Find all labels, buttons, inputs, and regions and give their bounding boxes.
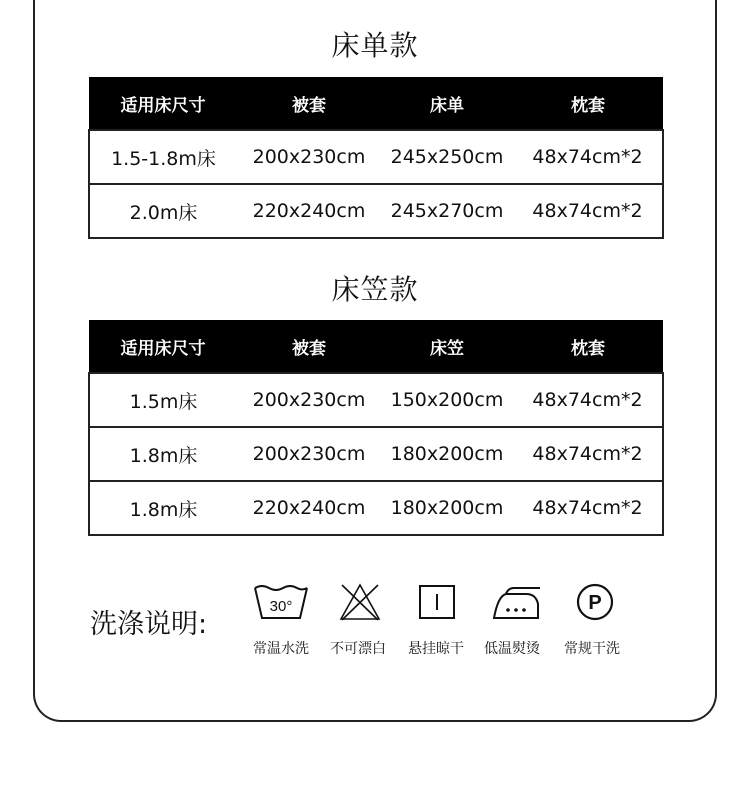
table-row <box>89 427 663 481</box>
hang-dry-icon <box>418 582 458 622</box>
cell-bed-size: 1.5-1.8m床 <box>89 130 237 184</box>
header-fitted-sheet: 床笠 <box>381 320 513 373</box>
table-header-row <box>89 77 663 130</box>
cell-duvet-cover: 200x230cm <box>237 130 381 184</box>
wash-caption: 不可漂白 <box>330 641 386 657</box>
header-bed-size: 适用床尺寸 <box>89 320 237 373</box>
wash-30-icon <box>252 582 310 622</box>
table-header-row <box>89 320 663 373</box>
wash-caption: 低温熨烫 <box>484 641 540 657</box>
cell-duvet-cover: 200x230cm <box>237 373 381 427</box>
fitted-size-table <box>88 320 664 536</box>
header-pillowcase: 枕套 <box>513 77 663 130</box>
cell-fitted-sheet: 180x200cm <box>381 481 513 535</box>
wash-caption: 常规干洗 <box>564 641 620 657</box>
dry-clean-p-icon <box>575 582 615 622</box>
cell-bed-size: 1.5m床 <box>89 373 237 427</box>
wash-temp-text: 30° <box>269 598 293 615</box>
cell-pillowcase: 48x74cm*2 <box>513 481 663 535</box>
header-duvet-cover: 被套 <box>237 77 381 130</box>
dry-clean-letter: P <box>588 592 602 614</box>
cell-bed-size: 1.8m床 <box>89 481 237 535</box>
cell-sheet: 245x250cm <box>381 130 513 184</box>
table-row <box>89 481 663 535</box>
table-row <box>89 373 663 427</box>
header-sheet: 床单 <box>381 77 513 130</box>
cell-duvet-cover: 200x230cm <box>237 427 381 481</box>
low-iron-icon <box>490 582 544 622</box>
cell-pillowcase: 48x74cm*2 <box>513 184 663 238</box>
header-pillowcase: 枕套 <box>513 320 663 373</box>
cell-duvet-cover: 220x240cm <box>237 481 381 535</box>
cell-fitted-sheet: 150x200cm <box>381 373 513 427</box>
wash-caption: 悬挂晾干 <box>408 641 464 657</box>
table-row <box>89 184 663 238</box>
cell-duvet-cover: 220x240cm <box>237 184 381 238</box>
cell-sheet: 245x270cm <box>381 184 513 238</box>
sheet-section-title: 床单款 <box>331 29 419 62</box>
table-row <box>89 130 663 184</box>
sheet-size-table <box>88 77 664 239</box>
cell-bed-size: 2.0m床 <box>89 184 237 238</box>
fitted-section-title: 床笠款 <box>331 273 419 306</box>
wash-caption: 常温水洗 <box>253 641 309 657</box>
wash-instructions-label: 洗涤说明: <box>90 609 208 640</box>
header-bed-size: 适用床尺寸 <box>89 77 237 130</box>
header-duvet-cover: 被套 <box>237 320 381 373</box>
cell-pillowcase: 48x74cm*2 <box>513 130 663 184</box>
cell-pillowcase: 48x74cm*2 <box>513 373 663 427</box>
cell-bed-size: 1.8m床 <box>89 427 237 481</box>
cell-pillowcase: 48x74cm*2 <box>513 427 663 481</box>
no-bleach-icon <box>338 582 382 622</box>
cell-fitted-sheet: 180x200cm <box>381 427 513 481</box>
